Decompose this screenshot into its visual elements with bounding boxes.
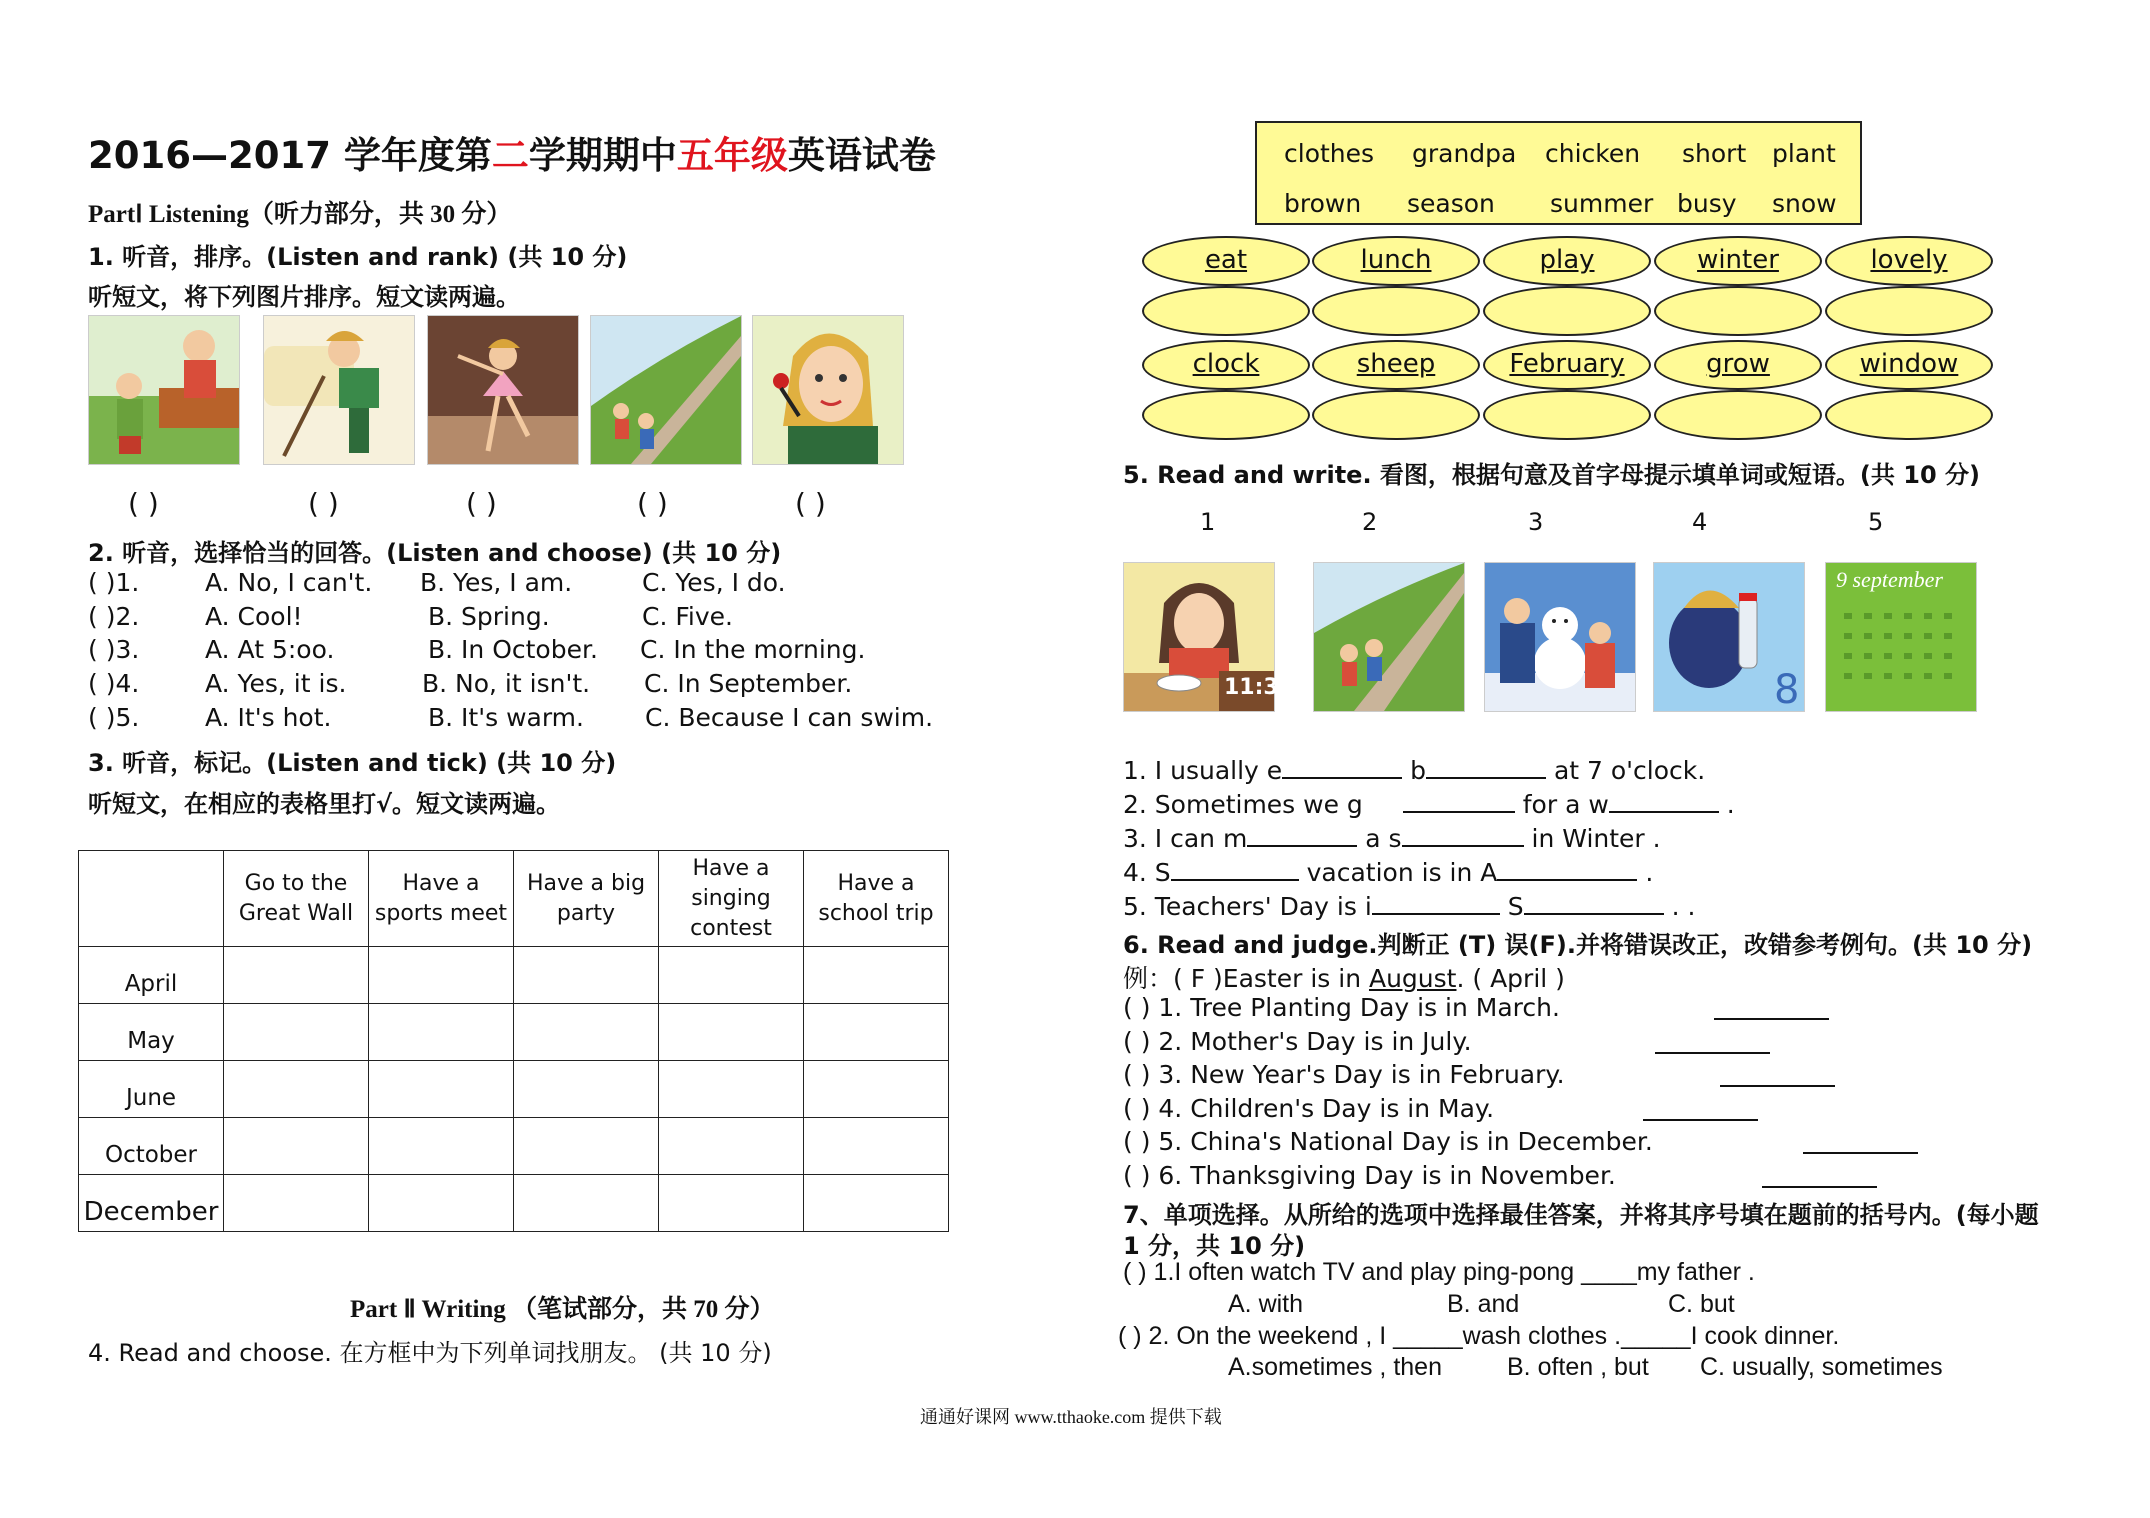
- rank-blank-2[interactable]: ( ): [308, 487, 339, 520]
- picture-snowman: [1484, 562, 1636, 712]
- row-label: December: [79, 1175, 224, 1232]
- q7-heading-cont: 1 分，共 10 分): [1123, 1232, 1306, 1260]
- q2-heading: 2. 听音，选择恰当的回答。(Listen and choose) (共 10 分): [88, 539, 782, 567]
- word: busy: [1677, 189, 1737, 218]
- q2-item-number: ( )3.: [88, 635, 140, 664]
- footer-credit: 通通好课网 www.tthaoke.com 提供下载: [920, 1407, 1222, 1427]
- q5-sentence: 3. I can m a s in Winter .: [1123, 824, 1661, 853]
- q6-item: ( ) 1. Tree Planting Day is in March.: [1123, 993, 1560, 1022]
- picture-sweeping: [263, 315, 415, 465]
- tick-cell[interactable]: [804, 947, 949, 1004]
- tick-cell[interactable]: [514, 1175, 659, 1232]
- q3-heading: 3. 听音，标记。(Listen and tick) (共 10 分): [88, 749, 617, 777]
- column-header: Have a big party: [514, 851, 659, 947]
- column-header: Have a singing contest: [659, 851, 804, 947]
- tick-cell[interactable]: [659, 1175, 804, 1232]
- answer-oval[interactable]: [1483, 390, 1651, 440]
- answer-blank[interactable]: [1426, 755, 1546, 779]
- tick-cell[interactable]: [514, 1118, 659, 1175]
- answer-oval[interactable]: [1312, 390, 1480, 440]
- picture-number: 3: [1528, 508, 1544, 536]
- tick-cell[interactable]: [659, 947, 804, 1004]
- table-row: [79, 1061, 949, 1118]
- column-header: Have a sports meet: [369, 851, 514, 947]
- table-corner-cell: [79, 851, 224, 947]
- q2-option-b: B. In October.: [428, 635, 598, 664]
- answer-blank[interactable]: [1403, 789, 1515, 813]
- column-header: Have a school trip: [804, 851, 949, 947]
- q7-option-b: B. often , but: [1507, 1353, 1649, 1381]
- tick-cell[interactable]: [224, 1004, 369, 1061]
- answer-oval[interactable]: [1654, 390, 1822, 440]
- word-oval: lovely: [1825, 236, 1993, 286]
- rank-blank-4[interactable]: ( ): [637, 487, 668, 520]
- q6-heading: 6. Read and judge.判断正 (T) 误(F).并将错误改正，改错参考例句。(共 10 分): [1123, 931, 2033, 959]
- correction-blank[interactable]: [1655, 1030, 1770, 1054]
- q7-option-c: C. but: [1668, 1290, 1735, 1318]
- word: chicken: [1545, 139, 1641, 168]
- tick-cell[interactable]: [224, 1175, 369, 1232]
- tick-cell[interactable]: [369, 1175, 514, 1232]
- word-oval: window: [1825, 340, 1993, 390]
- answer-blank[interactable]: [1247, 823, 1357, 847]
- answer-blank[interactable]: [1609, 789, 1719, 813]
- word: clothes: [1284, 139, 1375, 168]
- q2-option-b: B. No, it isn't.: [422, 669, 591, 698]
- tick-cell[interactable]: [224, 947, 369, 1004]
- q7-item: ( ) 1.I often watch TV and play ping-pong ____my father .: [1123, 1258, 1755, 1286]
- picture-number: 1: [1200, 508, 1216, 536]
- q2-option-a: A. No, I can't.: [205, 568, 373, 597]
- tick-cell[interactable]: [369, 947, 514, 1004]
- column-header: Go to the Great Wall: [224, 851, 369, 947]
- q6-item: ( ) 4. Children's Day is in May.: [1123, 1094, 1495, 1123]
- q2-option-c: C. In September.: [644, 669, 853, 698]
- picture-eating-lunch: [1123, 562, 1295, 712]
- tick-cell[interactable]: [659, 1061, 804, 1118]
- q7-option-b: B. and: [1447, 1290, 1520, 1318]
- picture-picnic: [1653, 562, 1805, 712]
- answer-blank[interactable]: [1282, 755, 1402, 779]
- q7-option-c: C. usually, sometimes: [1700, 1353, 1943, 1381]
- picture-climbing: [590, 315, 742, 465]
- word-oval: sheep: [1312, 340, 1480, 390]
- q2-item-number: ( )4.: [88, 669, 140, 698]
- page-title: 2016—2017 学年度第二学期期中五年级英语试卷: [88, 134, 936, 177]
- answer-oval[interactable]: [1825, 390, 1993, 440]
- q6-item: ( ) 5. China's National Day is in December.: [1123, 1127, 1653, 1156]
- q2-item-number: ( )2.: [88, 602, 140, 631]
- correction-blank[interactable]: [1762, 1164, 1877, 1188]
- word-oval: eat: [1142, 236, 1310, 286]
- q2-option-b: B. Yes, I am.: [420, 568, 573, 597]
- q2-option-c: C. Yes, I do.: [642, 568, 786, 597]
- answer-oval[interactable]: [1483, 286, 1651, 336]
- q1-instruction: 听短文，将下列图片排序。短文读两遍。: [88, 283, 520, 311]
- word-oval: grow: [1654, 340, 1822, 390]
- rank-blank-5[interactable]: ( ): [795, 487, 826, 520]
- part1-heading: PartⅠ Listening（听力部分，共 30 分）: [88, 201, 512, 228]
- word: snow: [1772, 189, 1837, 218]
- row-label: May: [79, 1004, 224, 1061]
- picture-climbing-hill: [1313, 562, 1465, 712]
- tick-cell[interactable]: [224, 1061, 369, 1118]
- word: short: [1682, 139, 1747, 168]
- correction-blank[interactable]: [1714, 996, 1829, 1020]
- q5-heading: 5. Read and write. 看图，根据句意及首字母提示填单词或短语。(共 10 分): [1123, 461, 1980, 489]
- table-row: [79, 947, 949, 1004]
- q4-heading: 4. Read and choose. 在方框中为下列单词找朋友。 (共 10 分): [88, 1339, 772, 1367]
- answer-blank[interactable]: [1171, 857, 1299, 881]
- tick-cell[interactable]: [804, 1118, 949, 1175]
- q2-option-c: C. Five.: [642, 602, 733, 631]
- word: brown: [1284, 189, 1362, 218]
- word: season: [1407, 189, 1495, 218]
- answer-oval[interactable]: [1654, 286, 1822, 336]
- q7-heading: 7、单项选择。从所给的选项中选择最佳答案，并将其序号填在题前的括号内。(每小题: [1123, 1201, 2039, 1229]
- tick-cell[interactable]: [514, 947, 659, 1004]
- part2-heading: Part Ⅱ Writing （笔试部分，共 70 分）: [350, 1296, 775, 1323]
- answer-oval[interactable]: [1825, 286, 1993, 336]
- tick-cell[interactable]: [514, 1004, 659, 1061]
- row-label: June: [79, 1061, 224, 1118]
- q6-example: 例：( F )Easter is in August. ( April ): [1123, 964, 1565, 993]
- q2-option-a: A. Cool!: [205, 602, 303, 631]
- q2-option-a: A. At 5:oo.: [205, 635, 335, 664]
- q6-item: ( ) 2. Mother's Day is in July.: [1123, 1027, 1472, 1056]
- q5-sentence: 2. Sometimes we g for a w .: [1123, 790, 1735, 819]
- picture-dancing: [427, 315, 579, 465]
- word-oval: play: [1483, 236, 1651, 286]
- tick-cell[interactable]: [224, 1118, 369, 1175]
- word-oval: lunch: [1312, 236, 1480, 286]
- picture-singing: [752, 315, 904, 465]
- q3-instruction: 听短文，在相应的表格里打√。短文读两遍。: [88, 790, 561, 818]
- tick-cell[interactable]: [804, 1175, 949, 1232]
- q2-option-c: C. In the morning.: [640, 635, 866, 664]
- picture-number: 2: [1362, 508, 1378, 536]
- q6-item: ( ) 6. Thanksgiving Day is in November.: [1123, 1161, 1616, 1190]
- answer-oval[interactable]: [1142, 390, 1310, 440]
- word-box: [1255, 121, 1862, 225]
- answer-blank[interactable]: [1497, 857, 1637, 881]
- q2-option-b: B. It's warm.: [428, 703, 584, 732]
- answer-oval[interactable]: [1142, 286, 1310, 336]
- tick-cell[interactable]: [369, 1061, 514, 1118]
- tick-table: [78, 850, 949, 1232]
- picture-calendar: [1825, 562, 1977, 712]
- row-label: October: [79, 1118, 224, 1175]
- answer-blank[interactable]: [1372, 891, 1500, 915]
- rank-blank-1[interactable]: ( ): [128, 487, 159, 520]
- table-row: [79, 1118, 949, 1175]
- q7-option-a: A.sometimes , then: [1228, 1353, 1442, 1381]
- word: grandpa: [1412, 139, 1517, 168]
- rank-blank-3[interactable]: ( ): [466, 487, 497, 520]
- word: summer: [1550, 189, 1654, 218]
- correction-blank[interactable]: [1643, 1097, 1758, 1121]
- word-oval: February: [1483, 340, 1651, 390]
- tick-cell[interactable]: [804, 1061, 949, 1118]
- table-row: [79, 1004, 949, 1061]
- tick-cell[interactable]: [659, 1118, 804, 1175]
- q6-item: ( ) 3. New Year's Day is in February.: [1123, 1060, 1565, 1089]
- q5-sentence: 5. Teachers' Day is i S . .: [1123, 892, 1696, 921]
- table-row: [79, 1175, 949, 1232]
- word-oval: clock: [1142, 340, 1310, 390]
- q2-option-b: B. Spring.: [428, 602, 550, 631]
- q2-option-a: A. Yes, it is.: [205, 669, 347, 698]
- clock-time: 11:30: [1224, 675, 1295, 700]
- svg-text:8: 8: [1774, 667, 1800, 713]
- answer-blank[interactable]: [1402, 823, 1524, 847]
- q5-sentence: 1. I usually e b at 7 o'clock.: [1123, 756, 1706, 785]
- tick-cell[interactable]: [369, 1118, 514, 1175]
- q2-option-a: A. It's hot.: [205, 703, 332, 732]
- tick-cell[interactable]: [804, 1004, 949, 1061]
- picture-number: 5: [1868, 508, 1884, 536]
- tick-cell[interactable]: [514, 1061, 659, 1118]
- picture-number: 4: [1692, 508, 1708, 536]
- calendar-label: 9 september: [1836, 567, 1943, 592]
- q2-item-number: ( )1.: [88, 568, 140, 597]
- q2-item-number: ( )5.: [88, 703, 140, 732]
- picture-shopping: [88, 315, 240, 465]
- correction-blank[interactable]: [1720, 1063, 1835, 1087]
- tick-cell[interactable]: [659, 1004, 804, 1061]
- answer-oval[interactable]: [1312, 286, 1480, 336]
- tick-cell[interactable]: [369, 1004, 514, 1061]
- correction-blank[interactable]: [1803, 1130, 1918, 1154]
- q5-sentence: 4. S vacation is in A .: [1123, 858, 1654, 887]
- q2-option-c: C. Because I can swim.: [645, 703, 934, 732]
- q1-heading: 1. 听音，排序。(Listen and rank) (共 10 分): [88, 243, 628, 271]
- q7-option-a: A. with: [1228, 1290, 1304, 1318]
- word-oval: winter: [1654, 236, 1822, 286]
- row-label: April: [79, 947, 224, 1004]
- answer-blank[interactable]: [1524, 891, 1664, 915]
- q7-item: ( ) 2. On the weekend , I _____wash clothes ._____I cook dinner.: [1118, 1322, 1840, 1350]
- word: plant: [1772, 139, 1836, 168]
